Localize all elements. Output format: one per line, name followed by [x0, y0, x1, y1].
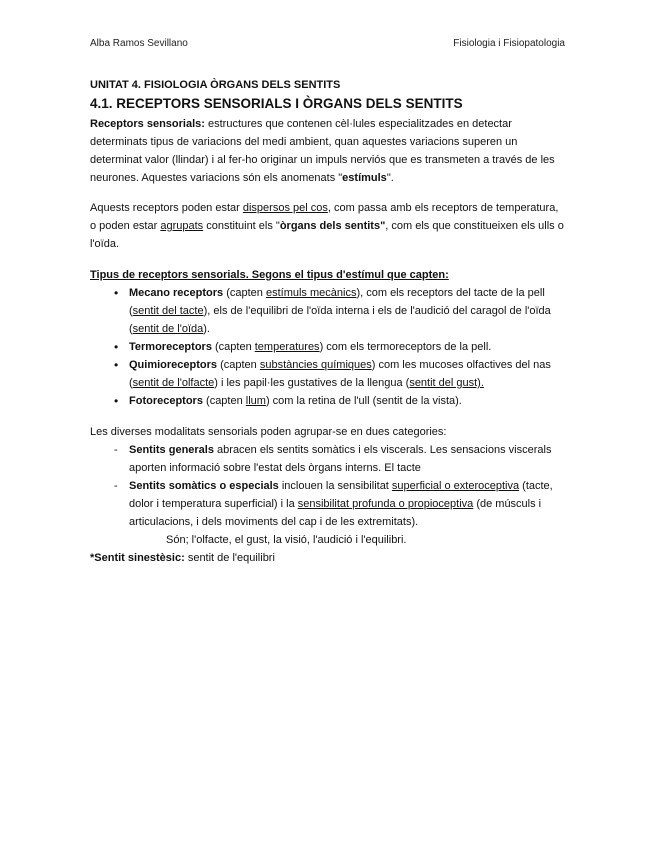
- text-span: ) i les papil·les gustatives de la llengua (: [214, 377, 410, 389]
- text-span: ) com les mucoses olfactives del nas (: [129, 359, 551, 389]
- underline-agrupats: agrupats: [160, 220, 204, 232]
- underline-dispersos: dispersos pel cos: [242, 202, 328, 214]
- text-span: ), els de l'equilibri de l'oïda interna i els de l'audició del caragol de l'oïda (: [129, 305, 551, 335]
- text-span: Aquests receptors poden estar: [90, 202, 243, 214]
- document-body: [90, 76, 564, 567]
- list-item-special: [90, 477, 564, 531]
- underline-text: sentit de l'olfacte: [132, 377, 215, 389]
- item-name: Termoreceptors: [129, 341, 212, 353]
- term-synesthetic: *Sentit sinestèsic:: [90, 552, 185, 564]
- list-item-foto: [90, 392, 564, 410]
- senses-line: Són; l'olfacte, el gust, la visió, l'audició i l'equilibri.: [166, 534, 407, 546]
- text-span: inclouen la sensibilitat: [278, 480, 392, 492]
- text-span: ".: [386, 172, 394, 184]
- text-span: (de músculs i articulacions, i dels moviments del cap i de les extremitats).: [129, 498, 542, 528]
- header-author: Alba Ramos Sevillano: [90, 38, 188, 49]
- types-heading: Tipus de receptors sensorials. Segons el tipus d'estímul que capten:: [90, 269, 449, 281]
- text-span: ).: [203, 323, 210, 335]
- unit-title: UNITAT 4. FISIOLOGIA ÒRGANS DELS SENTITS: [90, 79, 341, 91]
- item-name: Sentits generals: [129, 444, 214, 456]
- term-receptors: Receptors sensorials:: [90, 118, 205, 130]
- underline-text: estímuls mecànics: [265, 287, 357, 299]
- underline-text: superficial o exteroceptiva: [391, 480, 520, 492]
- item-name: Mecano receptors: [129, 287, 224, 299]
- text-span: (tacte, dolor i temperatura superficial) i la: [129, 480, 553, 510]
- text-span: (capten: [211, 341, 255, 353]
- text-span: ) com la retina de l'ull (sentit de la vista).: [265, 395, 462, 407]
- paragraph-receptors-location: [90, 199, 564, 253]
- underline-text: sensibilitat profunda o propioceptiva: [297, 498, 474, 510]
- text-span: , com passa amb els receptors de temperatura, o poden estar: [90, 202, 559, 232]
- item-name: Quimioreceptors: [129, 359, 218, 371]
- list-item-quimio: [90, 356, 564, 392]
- text-span: ), com els receptors del tacte de la pell (: [129, 287, 545, 317]
- synesthetic-line: [90, 549, 564, 567]
- text-span: estructures que contenen cèl·lules especialitzades en detectar determinats tipus de variacions del medi ambient, quan aquestes variacions superen un determinat valor (llindar) i al fer-ho originar un impuls nerviós que es transmeten a través de les neurones. Aquestes variacions són els anomenats ": [90, 118, 555, 184]
- bold-estimuls: estímuls: [342, 172, 387, 184]
- text-span: ) com els termoreceptors de la pell.: [319, 341, 492, 353]
- underline-text: substàncies químiques: [259, 359, 372, 371]
- list-item-termo: [90, 338, 564, 356]
- underline-text: sentit de l'oïda: [132, 323, 204, 335]
- text-span: (capten: [223, 287, 266, 299]
- spacer: [90, 410, 564, 423]
- text-span: constituint els ": [203, 220, 280, 232]
- item-name: Fotoreceptors: [129, 395, 203, 407]
- underline-text: temperatures: [254, 341, 320, 353]
- text-span: (capten: [217, 359, 260, 371]
- item-name: Sentits somàtics o especials: [129, 480, 279, 492]
- text-span: , com els que constitueixen els ulls o l'oïda.: [90, 220, 564, 250]
- section-title: 4.1. RECEPTORS SENSORIALS I ÒRGANS DELS SENTITS: [90, 96, 463, 111]
- text-span: abracen els sentits somàtics i els viscerals. Les sensacions viscerals aporten informació sobre l'estat dels òrgans interns. El tacte: [129, 444, 552, 474]
- header-subject: Fisiologia i Fisiopatologia: [453, 38, 565, 49]
- spacer: [90, 187, 564, 199]
- text-span: sentit de l'equilibri: [184, 552, 275, 564]
- underline-text: sentit del gust).: [409, 377, 484, 389]
- paragraph-receptors-definition: [90, 115, 564, 187]
- list-item-general: [90, 441, 564, 477]
- underline-text: sentit del tacte: [132, 305, 204, 317]
- modalities-list: [90, 441, 564, 531]
- text-span: (capten: [202, 395, 246, 407]
- list-item-mecano: [90, 284, 564, 338]
- spacer: [90, 253, 564, 266]
- modalities-intro: Les diverses modalitats sensorials poden agrupar-se en dues categories:: [90, 426, 447, 438]
- underline-text: llum: [245, 395, 266, 407]
- bold-organs: òrgans dels sentits": [279, 220, 386, 232]
- receptor-types-list: [90, 284, 564, 410]
